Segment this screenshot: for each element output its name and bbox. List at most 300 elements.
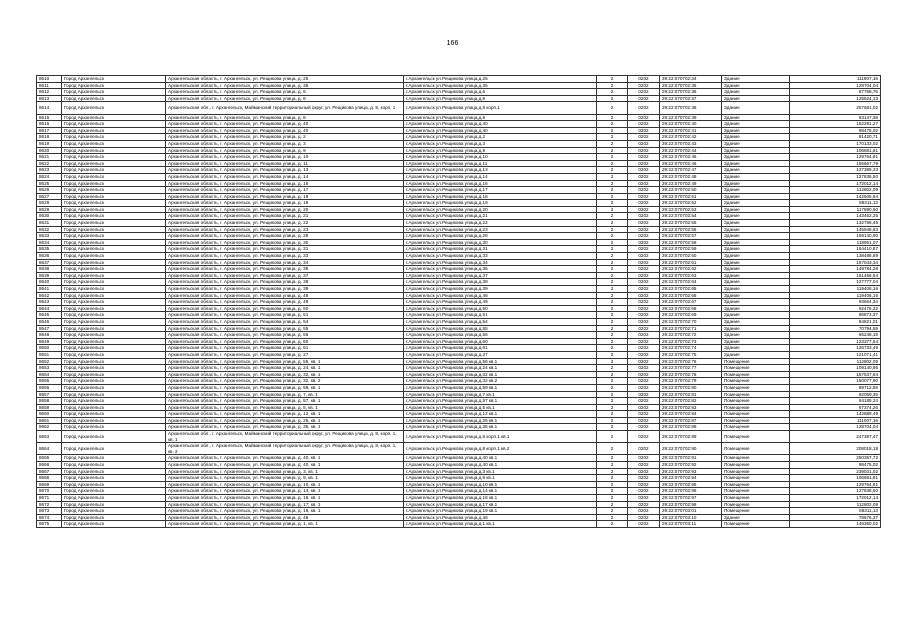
row-number: 8643 — [37, 299, 62, 306]
row-city: Город Архангельск — [62, 411, 166, 418]
row-cadastral-number: 29:22:070702:37 — [660, 95, 722, 102]
row-number: 8659 — [37, 404, 62, 411]
table-row — [37, 200, 881, 207]
row-short-address: г.Архангельск ул.Рещикова улица,д.40 — [404, 121, 597, 128]
row-number: 8632 — [37, 226, 62, 233]
row-code-2: 0202 — [628, 462, 660, 469]
row-address: Архангельская область, г. Архангельск, ул. Рещикова улица, д. 40 — [166, 127, 404, 134]
row-object-type: Здание — [722, 213, 790, 220]
row-number: 8648 — [37, 332, 62, 339]
row-cadastral-number: 29:22:070702:95 — [660, 481, 722, 488]
row-address: Архангельская область, г. Архангельск, ул. Рещикова улица, д. 9 — [166, 147, 404, 154]
row-address: Архангельская область, г. Архангельск, ул. Рещикова улица, д. 36 — [166, 266, 404, 273]
table-row — [37, 160, 881, 167]
table-row — [37, 424, 881, 431]
row-address: Архангельская область, г. Архангельск, ул. Рещикова улица, д. 1, кв. 1 — [166, 521, 404, 528]
row-code-1: 2 — [597, 292, 628, 299]
row-code-2: 0202 — [628, 147, 660, 154]
row-object-type: Здание — [722, 127, 790, 134]
table-row — [37, 127, 881, 134]
row-number: 8671 — [37, 495, 62, 502]
row-code-1: 2 — [597, 424, 628, 431]
row-code-2: 0202 — [628, 121, 660, 128]
row-cadastral-number: 29:22:070702:56 — [660, 226, 722, 233]
row-code-1: 2 — [597, 200, 628, 207]
row-city: Город Архангельск — [62, 495, 166, 502]
row-short-address: г.Архангельск ул.Рещикова улица,д.5 кв.1 — [404, 404, 597, 411]
row-value: 138488,89 — [790, 253, 881, 260]
row-code-1: 2 — [597, 259, 628, 266]
row-short-address: г.Архангельск ул.Рещикова улица,д.57 кв.1 — [404, 398, 597, 405]
row-code-1: 2 — [597, 272, 628, 279]
row-value: 142889,49 — [790, 411, 881, 418]
row-code-2: 0202 — [628, 488, 660, 495]
row-city: Город Архангельск — [62, 384, 166, 391]
row-number: 8651 — [37, 351, 62, 358]
row-address: Архангельская область, г. Архангельск, ул. Рещикова улица, д. 50 — [166, 305, 404, 312]
row-number: 8675 — [37, 521, 62, 528]
row-value: 78676,37 — [790, 514, 881, 521]
table-row — [37, 384, 881, 391]
row-address: Архангельская область, г. Архангельск, ул. Рещикова улица, д. 57, кв. 1 — [166, 398, 404, 405]
row-object-type: Здание — [722, 233, 790, 240]
row-code-2: 0202 — [628, 226, 660, 233]
row-number: 8623 — [37, 167, 62, 174]
row-code-1: 2 — [597, 411, 628, 418]
row-code-1: 2 — [597, 76, 628, 83]
row-cadastral-number: 29:22:070702:96 — [660, 488, 722, 495]
row-city: Город Архангельск — [62, 193, 166, 200]
row-city: Город Архангельск — [62, 378, 166, 385]
row-address: Архангельская область, г. Архангельск, ул. Рещикова улица, д. 22 — [166, 220, 404, 227]
row-object-type: Помещение — [722, 462, 790, 469]
row-code-1: 2 — [597, 521, 628, 528]
table-row — [37, 351, 881, 358]
table-row — [37, 102, 881, 114]
row-city: Город Архангельск — [62, 488, 166, 495]
row-short-address: г.Архангельск ул.Рещикова улица,д.59 кв.1 — [404, 384, 597, 391]
row-value: 89712,58 — [790, 384, 881, 391]
row-city: Город Архангельск — [62, 160, 166, 167]
row-code-1: 2 — [597, 398, 628, 405]
row-cadastral-number: 29:22:070702:62 — [660, 266, 722, 273]
row-number: 8654 — [37, 371, 62, 378]
row-cadastral-number: 29:22:070702:93 — [660, 468, 722, 475]
row-city: Город Архангельск — [62, 371, 166, 378]
row-city: Город Архангельск — [62, 167, 166, 174]
row-cadastral-number: 29:22:070702:73 — [660, 338, 722, 345]
row-object-type: Здание — [722, 279, 790, 286]
row-code-2: 0202 — [628, 305, 660, 312]
row-number: 8618 — [37, 134, 62, 141]
row-object-type: Помещение — [722, 424, 790, 431]
row-city: Город Архангельск — [62, 279, 166, 286]
row-address: Архангельская область, г. Архангельск, ул. Рещикова улица, д. 34 — [166, 259, 404, 266]
row-number: 8667 — [37, 468, 62, 475]
row-code-1: 2 — [597, 488, 628, 495]
row-cadastral-number: 29:22:070702:58 — [660, 239, 722, 246]
row-object-type: Здание — [722, 325, 790, 332]
table-row — [37, 404, 881, 411]
row-value: 123377,54 — [790, 338, 881, 345]
row-city: Город Архангельск — [62, 462, 166, 469]
row-value: 111007,16 — [790, 417, 881, 424]
row-value: 247397,47 — [790, 431, 881, 443]
table-row — [37, 318, 881, 325]
row-city: Город Архангельск — [62, 424, 166, 431]
row-city: Город Архангельск — [62, 272, 166, 279]
row-code-2: 0202 — [628, 160, 660, 167]
row-cadastral-number: 29:22:070702:71 — [660, 325, 722, 332]
row-object-type: Здание — [722, 167, 790, 174]
row-code-1: 2 — [597, 495, 628, 502]
row-number: 8621 — [37, 154, 62, 161]
row-code-2: 0202 — [628, 508, 660, 515]
table-row — [37, 378, 881, 385]
row-city: Город Архангельск — [62, 312, 166, 319]
row-code-1: 2 — [597, 246, 628, 253]
row-city: Город Архангельск — [62, 226, 166, 233]
row-object-type: Здание — [722, 187, 790, 194]
row-value: 143462,25 — [790, 213, 881, 220]
row-city: Город Архангельск — [62, 443, 166, 455]
row-code-1: 2 — [597, 312, 628, 319]
row-short-address: г.Архангельск ул.Рещикова улица,д.32 кв.1 — [404, 371, 597, 378]
row-code-1: 2 — [597, 305, 628, 312]
row-value: 125524,13 — [790, 95, 881, 102]
table-row — [37, 167, 881, 174]
row-address: Архангельская область, г. Архангельск, ул. Рещикова улица, д. 51 — [166, 312, 404, 319]
row-cadastral-number: 29:22:070702:49 — [660, 180, 722, 187]
row-code-2: 0202 — [628, 193, 660, 200]
row-code-2: 0202 — [628, 468, 660, 475]
row-city: Город Архангельск — [62, 140, 166, 147]
row-value: 239031,02 — [790, 468, 881, 475]
row-object-type: Здание — [722, 272, 790, 279]
row-object-type: Здание — [722, 345, 790, 352]
row-cadastral-number: 29:22:070702:78 — [660, 371, 722, 378]
row-address: Архангельская область, г. Архангельск, ул. Рещикова улица, д. 18 — [166, 193, 404, 200]
row-object-type: Здание — [722, 292, 790, 299]
row-value: 250357,72 — [790, 455, 881, 462]
row-address: Архангельская область, г. Архангельск, ул. Рещикова улица, д. 56 — [166, 332, 404, 339]
row-address: Архангельская область, г. Архангельск, ул. Рещикова улица, д. 40 — [166, 121, 404, 128]
row-address: Архангельская область, г. Архангельск, ул. Рещикова улица, д. 25 — [166, 76, 404, 83]
row-short-address: г.Архангельск ул.Рещикова улица,д.39 — [404, 286, 597, 293]
row-address: Архангельская область, г. Архангельск, ул. Рещикова улица, д. 23 — [166, 226, 404, 233]
table-row — [37, 481, 881, 488]
row-cadastral-number: 29:22:070702:91 — [660, 455, 722, 462]
row-city: Город Архангельск — [62, 468, 166, 475]
row-address: Архангельская область, г. Архангельск, ул. Рещикова улица, д. 60 — [166, 338, 404, 345]
table-row — [37, 246, 881, 253]
row-number: 8612 — [37, 89, 62, 96]
row-value: 95248,19 — [790, 332, 881, 339]
row-short-address: г.Архангельск ул.Рещикова улица,д.8 корп.1 кв.2 — [404, 443, 597, 455]
row-cadastral-number: 29:22:070702:92 — [660, 462, 722, 469]
row-object-type: Здание — [722, 89, 790, 96]
row-cadastral-number: 29:22:070702:83 — [660, 404, 722, 411]
table-row — [37, 226, 881, 233]
row-code-1: 2 — [597, 299, 628, 306]
row-code-2: 0202 — [628, 173, 660, 180]
row-city: Город Архангельск — [62, 351, 166, 358]
row-short-address: г.Архангельск ул.Рещикова улица,д.10 кв.1 — [404, 481, 597, 488]
row-short-address: г.Архангельск ул.Рещикова улица,д.16 — [404, 180, 597, 187]
row-value: 132756,45 — [790, 220, 881, 227]
row-object-type: Помещение — [722, 508, 790, 515]
table-row — [37, 338, 881, 345]
table-row — [37, 365, 881, 372]
row-value: 112802,09 — [790, 187, 881, 194]
row-address: Архангельская область, г. Архангельск, ул. Рещикова улица, д. 27 — [166, 351, 404, 358]
row-code-1: 2 — [597, 365, 628, 372]
row-address: Архангельская обл., г. Архангельск, Майманский территориальный округ, ул. Рещикова улица, д. 8, корп. 1, кв. 1 — [166, 431, 404, 443]
row-value: 129764,81 — [790, 481, 881, 488]
row-number: 8655 — [37, 378, 62, 385]
row-object-type: Здание — [722, 76, 790, 83]
row-address: Архангельская область, г. Архангельск, ул. Рещикова улица, д. 46 — [166, 514, 404, 521]
row-number: 8668 — [37, 475, 62, 482]
row-cadastral-number: 29:22:070702:38 — [660, 102, 722, 114]
row-code-1: 2 — [597, 358, 628, 365]
row-number: 8614 — [37, 102, 62, 114]
row-code-2: 0202 — [628, 398, 660, 405]
row-code-2: 0202 — [628, 82, 660, 89]
page-number: 166 — [446, 40, 459, 47]
row-code-2: 0202 — [628, 495, 660, 502]
table-row — [37, 76, 881, 83]
row-code-1: 2 — [597, 102, 628, 114]
row-number: 8639 — [37, 272, 62, 279]
row-object-type: Здание — [722, 246, 790, 253]
row-code-2: 0202 — [628, 371, 660, 378]
row-address: Архангельская область, г. Архангельск, ул. Рещикова улица, д. 38 — [166, 279, 404, 286]
row-cadastral-number: 29:22:070702:81 — [660, 391, 722, 398]
row-code-2: 0202 — [628, 318, 660, 325]
row-value: 208018,18 — [790, 443, 881, 455]
row-address: Архангельская область, г. Архангельск, ул. Рещикова улица, д. 12, кв. 1 — [166, 411, 404, 418]
row-object-type: Здание — [722, 200, 790, 207]
row-object-type: Здание — [722, 332, 790, 339]
row-value: 98475,02 — [790, 462, 881, 469]
row-address: Архангельская область, г. Архангельск, ул. Рещикова улица, д. 3 — [166, 140, 404, 147]
row-cadastral-number: 29:22:070702:51 — [660, 193, 722, 200]
row-address: Архангельская область, г. Архангельск, ул. Рещикова улица, д. 14 — [166, 173, 404, 180]
row-short-address: г.Архангельск ул.Рещикова улица,д.35 — [404, 82, 597, 89]
row-value: 151456,54 — [790, 272, 881, 279]
row-number: 8626 — [37, 187, 62, 194]
row-value: 145948,83 — [790, 226, 881, 233]
row-short-address: г.Архангельск ул.Рещикова улица,д.38 — [404, 279, 597, 286]
row-value: 98475,02 — [790, 127, 881, 134]
row-number: 8652 — [37, 358, 62, 365]
table-row — [37, 154, 881, 161]
table-row — [37, 180, 881, 187]
row-code-1: 2 — [597, 514, 628, 521]
row-object-type: Здание — [722, 351, 790, 358]
row-number: 8666 — [37, 462, 62, 469]
row-object-type: Здание — [722, 134, 790, 141]
table-row — [37, 233, 881, 240]
row-code-1: 2 — [597, 173, 628, 180]
row-value: 142505,84 — [790, 193, 881, 200]
row-short-address: г.Архангельск ул.Рещикова улица,д.22 — [404, 220, 597, 227]
row-value: 128704,04 — [790, 82, 881, 89]
row-cadastral-number: 29:22:070702:43 — [660, 140, 722, 147]
row-number: 8615 — [37, 114, 62, 121]
row-value: 112802,09 — [790, 358, 881, 365]
row-short-address: г.Архангельск ул.Рещикова улица,д.19 кв.1 — [404, 508, 597, 515]
row-cadastral-number: 29:22:070702:60 — [660, 253, 722, 260]
row-code-1: 2 — [597, 508, 628, 515]
table-body — [37, 76, 881, 528]
row-code-1: 2 — [597, 345, 628, 352]
row-cadastral-number: 29:22:070702:82 — [660, 398, 722, 405]
row-address: Архангельская область, г. Архангельск, ул. Рещикова улица, д. 20 — [166, 206, 404, 213]
row-value: 82059,35 — [790, 391, 881, 398]
row-city: Город Архангельск — [62, 220, 166, 227]
row-code-2: 0202 — [628, 134, 660, 141]
row-code-1: 2 — [597, 89, 628, 96]
row-cadastral-number: 29:22:070702:61 — [660, 259, 722, 266]
row-object-type: Здание — [722, 318, 790, 325]
row-object-type: Здание — [722, 305, 790, 312]
row-short-address: г.Архангельск ул.Рещикова улица,д.50 — [404, 305, 597, 312]
row-value: 84821,01 — [790, 318, 881, 325]
row-cadastral-number: 29:22:070702:79 — [660, 378, 722, 385]
row-cadastral-number: 29:22:070702:44 — [660, 147, 722, 154]
row-short-address: г.Архангельск ул.Рещикова улица,д.10 — [404, 154, 597, 161]
row-city: Город Архангельск — [62, 253, 166, 260]
row-city: Город Архангельск — [62, 391, 166, 398]
row-value: 81420,71 — [790, 134, 881, 141]
row-code-2: 0202 — [628, 431, 660, 443]
row-code-1: 2 — [597, 134, 628, 141]
row-object-type: Здание — [722, 253, 790, 260]
row-address: Архангельская область, г. Архангельск, ул. Рещикова улица, д. 6 — [166, 89, 404, 96]
row-object-type: Здание — [722, 180, 790, 187]
row-address: Архангельская область, г. Архангельск, ул. Рещикова улица, д. 40, кв. 1 — [166, 462, 404, 469]
table-row — [37, 95, 881, 102]
row-short-address: г.Архангельск ул.Рещикова улица,д.25 — [404, 76, 597, 83]
row-city: Город Архангельск — [62, 213, 166, 220]
row-object-type: Помещение — [722, 468, 790, 475]
row-cadastral-number: 29:22:070702:84 — [660, 411, 722, 418]
row-city: Город Архангельск — [62, 417, 166, 424]
table-row — [37, 272, 881, 279]
row-code-2: 0202 — [628, 332, 660, 339]
row-cadastral-number: 29:22:070702:52 — [660, 200, 722, 207]
table-row — [37, 475, 881, 482]
row-city: Город Архангельск — [62, 292, 166, 299]
row-number: 8669 — [37, 481, 62, 488]
row-cadastral-number: 29:22:070702:34 — [660, 76, 722, 83]
table-row — [37, 299, 881, 306]
row-cadastral-number: 29:22:070702:46 — [660, 160, 722, 167]
row-city: Город Архангельск — [62, 305, 166, 312]
row-address: Архангельская область, г. Архангельск, ул. Рещикова улица, д. 24, кв. 1 — [166, 365, 404, 372]
row-object-type: Помещение — [722, 455, 790, 462]
row-number: 8663 — [37, 431, 62, 443]
row-number: 8647 — [37, 325, 62, 332]
row-cadastral-number: 29:22:070702:40 — [660, 121, 722, 128]
row-object-type: Помещение — [722, 417, 790, 424]
row-code-1: 2 — [597, 239, 628, 246]
row-code-1: 2 — [597, 147, 628, 154]
row-address: Архангельская область, г. Архангельск, ул. Рещикова улица, д. 19, кв. 1 — [166, 508, 404, 515]
row-short-address: г.Архангельск ул.Рещикова улица,д.16 кв.1 — [404, 495, 597, 502]
row-object-type: Здание — [722, 312, 790, 319]
row-object-type: Здание — [722, 286, 790, 293]
row-object-type: Здание — [722, 239, 790, 246]
row-code-1: 2 — [597, 140, 628, 147]
row-number: 8646 — [37, 318, 62, 325]
table-row — [37, 488, 881, 495]
row-value: 86311,13 — [790, 200, 881, 207]
row-city: Город Архангельск — [62, 233, 166, 240]
row-cadastral-number: 29:22:070702:70 — [660, 318, 722, 325]
row-code-2: 0202 — [628, 127, 660, 134]
row-city: Город Архангельск — [62, 173, 166, 180]
row-code-2: 0202 — [628, 140, 660, 147]
row-value: 127389,33 — [790, 167, 881, 174]
row-cadastral-number: 29:22:070702:59 — [660, 246, 722, 253]
row-short-address: г.Архангельск ул.Рещикова улица,д.9 — [404, 147, 597, 154]
row-value: 157043,34 — [790, 259, 881, 266]
row-city: Город Архангельск — [62, 134, 166, 141]
row-value: 127836,50 — [790, 173, 881, 180]
row-cadastral-number: 29:22:070702:35 — [660, 82, 722, 89]
row-code-2: 0202 — [628, 455, 660, 462]
table-row — [37, 391, 881, 398]
row-address: Архангельская область, г. Архангельск, ул. Рещикова улица, д. 37 — [166, 272, 404, 279]
table-row — [37, 279, 881, 286]
row-city: Город Архангельск — [62, 127, 166, 134]
row-number: 8640 — [37, 279, 62, 286]
table-row — [37, 514, 881, 521]
row-short-address: г.Архангельск ул.Рещикова улица,д.40 кв.1 — [404, 455, 597, 462]
row-number: 8641 — [37, 286, 62, 293]
row-number: 8633 — [37, 233, 62, 240]
row-short-address: г.Архангельск ул.Рещикова улица,д.20 — [404, 206, 597, 213]
table-row — [37, 259, 881, 266]
table-row — [37, 398, 881, 405]
row-city: Город Архангельск — [62, 338, 166, 345]
row-number: 8620 — [37, 147, 62, 154]
row-code-2: 0202 — [628, 239, 660, 246]
row-code-2: 0202 — [628, 299, 660, 306]
row-code-2: 0202 — [628, 187, 660, 194]
row-cadastral-number: 29:22:070702:42 — [660, 134, 722, 141]
row-object-type: Здание — [722, 114, 790, 121]
row-object-type: Здание — [722, 338, 790, 345]
row-cadastral-number: 29:22:070702:89 — [660, 431, 722, 443]
row-short-address: г.Архангельск ул.Рещикова улица,д.17 кв.1 — [404, 501, 597, 508]
row-address: Архангельская область, г. Архангельск, ул. Рещикова улица, д. 35, кв. 1 — [166, 424, 404, 431]
row-number: 8624 — [37, 173, 62, 180]
row-cadastral-number: 29:22:070702:64 — [660, 279, 722, 286]
row-code-2: 0202 — [628, 292, 660, 299]
row-number: 8657 — [37, 391, 62, 398]
row-value: 119406,16 — [790, 292, 881, 299]
row-city: Город Архангельск — [62, 521, 166, 528]
row-code-1: 2 — [597, 206, 628, 213]
row-object-type: Здание — [722, 226, 790, 233]
row-code-1: 2 — [597, 127, 628, 134]
row-code-1: 2 — [597, 475, 628, 482]
row-city: Город Архангельск — [62, 114, 166, 121]
